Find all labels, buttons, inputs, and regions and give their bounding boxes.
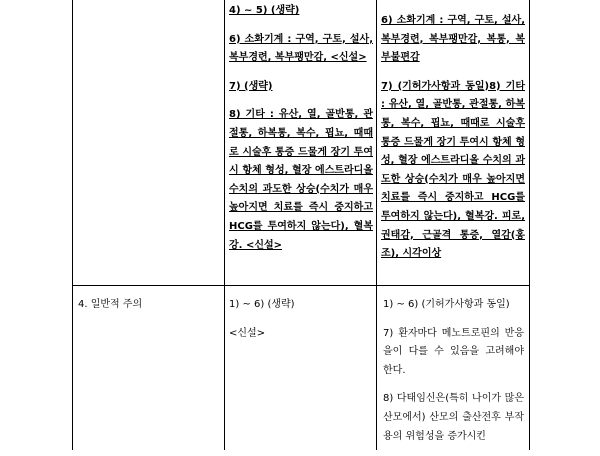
paragraph: 6) 소화기계 : 구역, 구토, 설사, 복부경련, 복부팽만감, <신설> xyxy=(229,33,373,64)
paragraph: <신설> xyxy=(229,327,266,339)
section-label: 4. 일반적 주의 xyxy=(78,299,143,310)
paragraph: 6) 소화기계 : 구역, 구토, 설사, 복부경련, 복부팽만감, 복통, 복부불편감 xyxy=(381,15,525,64)
paragraph: 8) 다태임신은(특히 나이가 많은 산모에서) 산모의 출산전후 부작용의 위험성을 증가시킨 xyxy=(383,393,524,442)
table-border xyxy=(376,0,377,450)
table-border xyxy=(224,0,225,450)
table-border xyxy=(529,0,530,450)
revised-text-cell xyxy=(383,296,524,456)
current-text-cell xyxy=(229,296,373,353)
current-text-cell xyxy=(229,2,373,265)
paragraph: 1) ~ 6) (기허가사항과 동일) xyxy=(383,299,510,310)
paragraph: 8) 기타 : 유산, 열, 골반통, 관절통, 하복통, 복수, 핍뇨, 때때로 시술후 통증 드물게 장기 투여시 항체 형성, 혈장 에스트라디올 수치의 과도한 상승(수치가 매우 높아지면 치료를 즉시 중지하고 HCG를 투여하지 않는다), 혈복강. <신설> xyxy=(229,109,373,251)
paragraph: 4) ~ 5) (생략) xyxy=(229,5,300,16)
revised-text-cell xyxy=(381,12,525,274)
paragraph: 7) 환자마다 메노트로핀의 반응을이 다를 수 있음을 고려해야 한다. xyxy=(383,327,524,376)
paragraph: 7) (생략) xyxy=(229,80,273,92)
paragraph: 7) (기허가사항과 동일)8) 기타 : 유산, 열, 골반통, 관절통, 하복통, 복수, 핍뇨, 때때로 시술후 통증 드물게 장기 투여시 항체 형성, 혈장 에스트라디올 수치의 과도한 상승(수치가 매우 높아지면 치료를 즉시 중지하고 HCG를 투여하지 않는다), 혈복강. 피로, 권태감, 근골격 통증, 열감(홍조), 시각이상 xyxy=(381,80,525,260)
paragraph: 1) ~ 6) (생략) xyxy=(229,299,295,310)
row-divider xyxy=(72,285,530,286)
table-border xyxy=(72,0,73,450)
